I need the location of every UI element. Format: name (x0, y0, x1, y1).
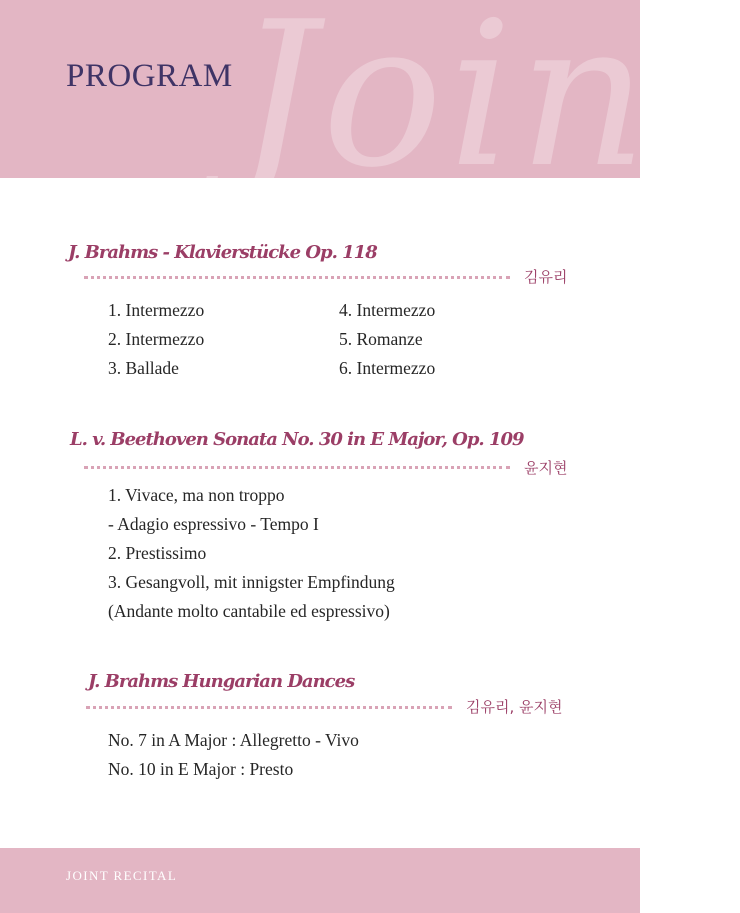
joint-watermark: Joint (236, 0, 740, 212)
header-band (0, 0, 740, 212)
movement-item: - Adagio espressivo - Tempo I (108, 514, 319, 534)
movement-item: 4. Intermezzo (339, 300, 436, 320)
movement-item: (Andante molto cantabile ed espressivo) (108, 601, 390, 621)
movement-item: 1. Vivace, ma non troppo (108, 485, 285, 505)
page-title: PROGRAM (66, 58, 233, 94)
movement-item: 3. Gesangvoll, mit innigster Empfindung (108, 572, 395, 592)
movement-item: No. 7 in A Major : Allegretto - Vivo (108, 730, 359, 750)
movement-item: 6. Intermezzo (339, 358, 436, 378)
movement-item: 1. Intermezzo (108, 300, 205, 320)
performer-name: 김유리, 윤지현 (466, 698, 563, 716)
movement-item: 5. Romanze (339, 329, 423, 349)
piece-title: L. v. Beethoven Sonata No. 30 in E Major, Op. 109 (70, 429, 524, 450)
footer-label: JOINT RECITAL (66, 868, 178, 883)
footer-band (0, 848, 640, 913)
movement-item: No. 10 in E Major : Presto (108, 759, 294, 779)
movement-item: 2. Intermezzo (108, 329, 205, 349)
movement-item: 3. Ballade (108, 358, 179, 378)
performer-name: 윤지현 (524, 459, 568, 477)
performer-name: 김유리 (524, 268, 568, 286)
dotted-divider (86, 706, 452, 709)
piece-title: J. Brahms - Klavierstücke Op. 118 (68, 242, 377, 263)
dotted-divider (84, 466, 510, 469)
dotted-divider (84, 276, 510, 279)
movement-item: 2. Prestissimo (108, 543, 207, 563)
piece-title: J. Brahms Hungarian Dances (88, 671, 355, 692)
